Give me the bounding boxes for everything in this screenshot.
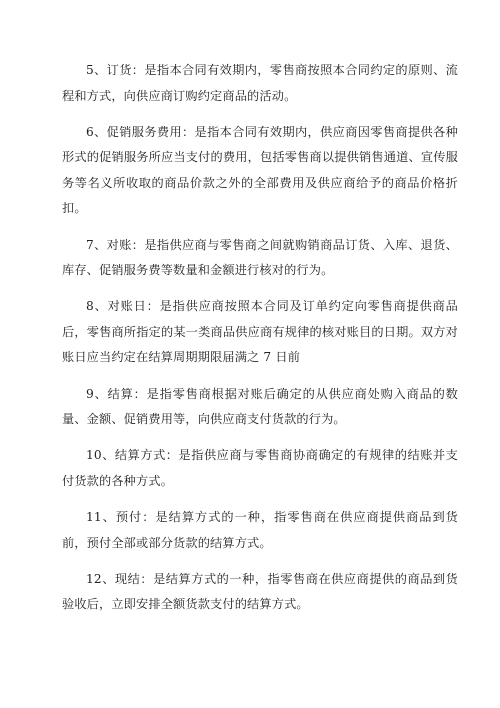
definition-paragraph-10: 10、结算方式：是指供应商与零售商协商确定的有规律的结账并支付货款的各种方式。: [62, 448, 458, 488]
definition-paragraph-11: 11、预付：是结算方式的一种，指零售商在供应商提供商品到货前，预付全部或部分货款的结算方式。: [62, 509, 458, 550]
definition-paragraph-12: 12、现结：是结算方式的一种，指零售商在供应商提供的商品到货验收后，立即安排全额货款支付的结算方式。: [62, 571, 458, 612]
definition-paragraph-6: 6、促销服务费用：是指本合同有效期内，供应商因零售商提供各种形式的促销服务所应当支付的费用，包括零售商以提供销售通道、宣传服务等名义所收取的商品价款之外的全部费用及供应商给予的商品价格折扣。: [62, 124, 458, 216]
definition-paragraph-8: 8、对账日：是指供应商按照本合同及订单约定向零售商提供商品后，零售商所指定的某一类商品供应商有规律的核对账目的日期。双方对账日应当约定在结算周期期限届满之 7 日前: [62, 299, 458, 365]
definition-paragraph-5: 5、订货：是指本合同有效期内，零售商按照本合同约定的原则、流程和方式，向供应商订购约定商品的活动。: [62, 63, 458, 103]
document-body: [62, 58, 458, 628]
definition-paragraph-9: 9、结算：是指零售商根据对账后确定的从供应商处购入商品的数量、金额、促销费用等，向供应商支付货款的行为。: [62, 386, 458, 427]
definition-paragraph-7: 7、对账：是指供应商与零售商之间就购销商品订货、入库、退货、库存、促销服务费等数量和金额进行核对的行为。: [62, 237, 458, 278]
